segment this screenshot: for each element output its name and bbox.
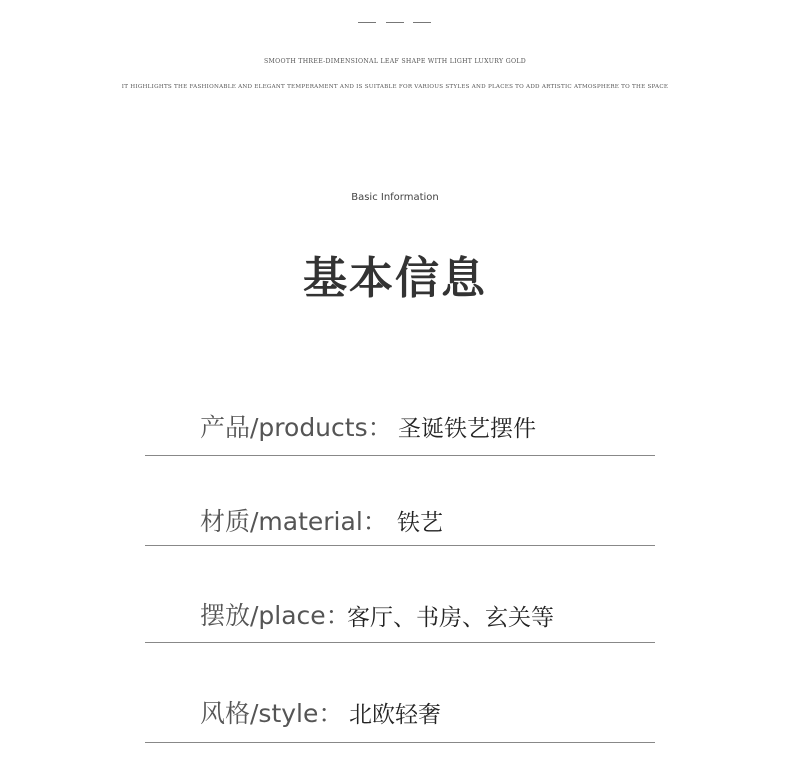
info-label: 风格/style： [200,699,344,728]
section-title-en: Basic Information [351,192,439,203]
info-label: 摆放/place： [200,601,351,630]
row-divider [145,455,655,456]
dash-divider [358,22,376,23]
dash-divider [413,22,431,23]
info-value: 圣诞铁艺摆件 [398,416,536,442]
info-row-material [145,493,655,549]
info-value: 北欧轻奢 [349,702,441,728]
dash-divider [386,22,404,23]
info-label: 材质/material： [200,507,388,536]
row-divider [145,742,655,743]
row-divider [145,545,655,546]
subtitle-line-2: IT HIGHLIGHTS THE FASHIONABLE AND ELEGANT TEMPERAMENT AND IS SUITABLE FOR VARIOUS STYLES AND PLACES TO ADD ARTISTIC ATMOSPHERE TO THE SPACE [121,84,669,90]
info-value: 铁艺 [397,510,443,536]
info-row-place [145,590,655,646]
decorative-dashes [0,20,790,26]
info-label: 产品/products： [200,413,393,442]
subtitle-line-1: SMOOTH THREE-DIMENSIONAL LEAF SHAPE WITH LIGHT LUXURY GOLD [263,58,526,65]
row-divider [145,642,655,643]
info-value: 客厅、书房、玄关等 [347,605,554,631]
section-title-cn: 基本信息 [303,253,487,304]
info-row-products [145,400,655,458]
info-row-style [145,687,655,745]
